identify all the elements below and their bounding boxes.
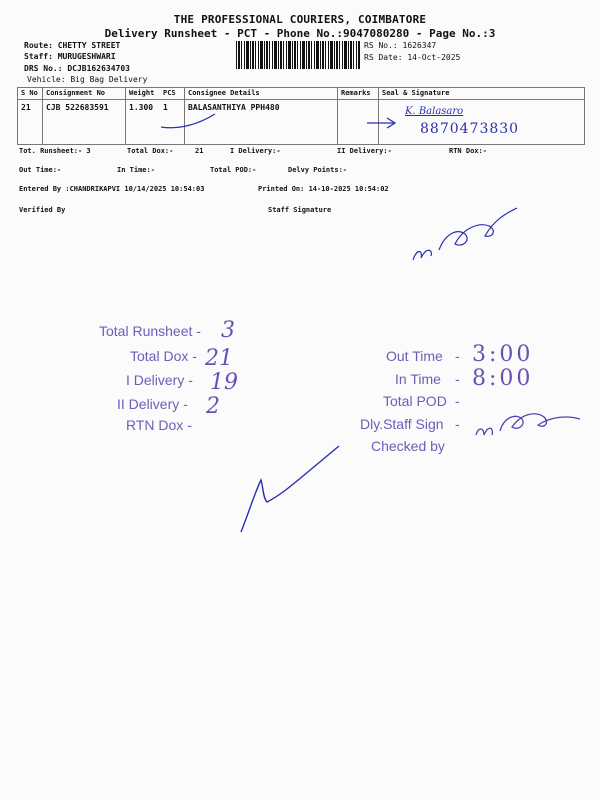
staff-field: Staff: MURUGESHWARI — [24, 52, 116, 61]
col-remarks: Remarks — [338, 88, 379, 100]
stamp-label-total-dox: Total Dox - — [130, 348, 197, 364]
total-dox-label: Total Dox:- — [127, 147, 174, 155]
staff-signature-mark — [405, 198, 525, 266]
dly-staff-signature-mark — [470, 405, 585, 445]
stamp-dash-2: - — [455, 371, 460, 387]
stamp-label-i-delivery: I Delivery - — [126, 372, 193, 388]
rs-number: RS No.: 1626347 — [364, 41, 437, 50]
col-sno: S No — [18, 88, 43, 100]
cell-consignment: CJB 522683591 — [43, 100, 126, 145]
stamp-label-total-pod: Total POD — [383, 393, 447, 409]
company-title: THE PROFESSIONAL COURIERS, COIMBATORE — [173, 13, 427, 26]
col-weight: Weight — [126, 88, 161, 100]
delvy-points: Delvy Points:- — [288, 166, 348, 174]
handwriting-strokes — [155, 108, 415, 136]
staff-signature-label: Staff Signature — [268, 206, 332, 214]
receiver-name-handwriting: K. Balasaro — [405, 106, 464, 117]
col-signature: Seal & Signature — [379, 88, 585, 100]
cell-sno: 21 — [18, 100, 43, 145]
cell-consignee: BALASANTHIYA PPH480 — [185, 100, 338, 145]
col-consignment: Consignment No — [43, 88, 126, 100]
stamp-label-rtn-dox: RTN Dox - — [126, 417, 192, 433]
checked-by-pen-stroke — [235, 440, 345, 540]
entered-by: Entered By :CHANDRIKAPVI 10/14/2025 10:54:03 — [19, 185, 205, 193]
verified-by: Verified By — [19, 206, 66, 214]
stamp-label-total-runsheet: Total Runsheet - — [99, 323, 201, 339]
printed-on: Printed On: 14-10-2025 10:54:02 — [258, 185, 389, 193]
receiver-phone-handwriting: 8870473830 — [420, 121, 520, 137]
rs-date: RS Date: 14-Oct-2025 — [364, 53, 461, 62]
i-delivery: I Delivery:- — [230, 147, 281, 155]
total-pod: Total POD:- — [210, 166, 257, 174]
out-time: Out Time:- — [19, 166, 62, 174]
stamp-value-total-runsheet: 3 — [221, 318, 235, 343]
route-field: Route: CHETTY STREET — [24, 41, 121, 50]
ii-delivery: II Delivery:- — [337, 147, 392, 155]
stamp-value-total-dox: 21 — [205, 346, 233, 371]
stamp-dash-4: - — [455, 416, 460, 432]
table-header-row — [18, 88, 585, 100]
barcode — [236, 41, 360, 69]
tot-runsheet: Tot. Runsheet:- 3 — [19, 147, 91, 155]
cell-pcs: 1 — [160, 100, 185, 145]
stamp-value-ii-delivery: 2 — [206, 394, 220, 419]
stamp-label-dly-staff-sign: Dly.Staff Sign — [360, 416, 444, 432]
stamp-dash-3: - — [455, 393, 460, 409]
cell-weight: 1.300 — [126, 100, 161, 145]
stamp-value-out-time: 3:00 — [472, 342, 534, 367]
stamp-value-i-delivery: 19 — [210, 370, 238, 395]
stamp-label-ii-delivery: II Delivery - — [117, 396, 188, 412]
drs-field: DRS No.: DCJB162634703 — [24, 64, 130, 73]
stamp-value-in-time: 8:00 — [472, 366, 534, 391]
col-pcs: PCS — [160, 88, 185, 100]
col-consignee: Consignee Details — [185, 88, 338, 100]
in-time: In Time:- — [117, 166, 155, 174]
stamp-dash-1: - — [455, 348, 460, 364]
stamp-label-checked-by: Checked by — [371, 438, 445, 454]
stamp-label-in-time: In Time — [395, 371, 441, 387]
stamp-label-out-time: Out Time — [386, 348, 443, 364]
rtn-dox: RTN Dox:- — [449, 147, 487, 155]
vehicle-field: Vehicle: Big Bag Delivery — [27, 75, 148, 84]
runsheet-subtitle: Delivery Runsheet - PCT - Phone No.:9047080280 - Page No.:3 — [104, 27, 496, 40]
total-dox-value: 21 — [195, 147, 204, 155]
